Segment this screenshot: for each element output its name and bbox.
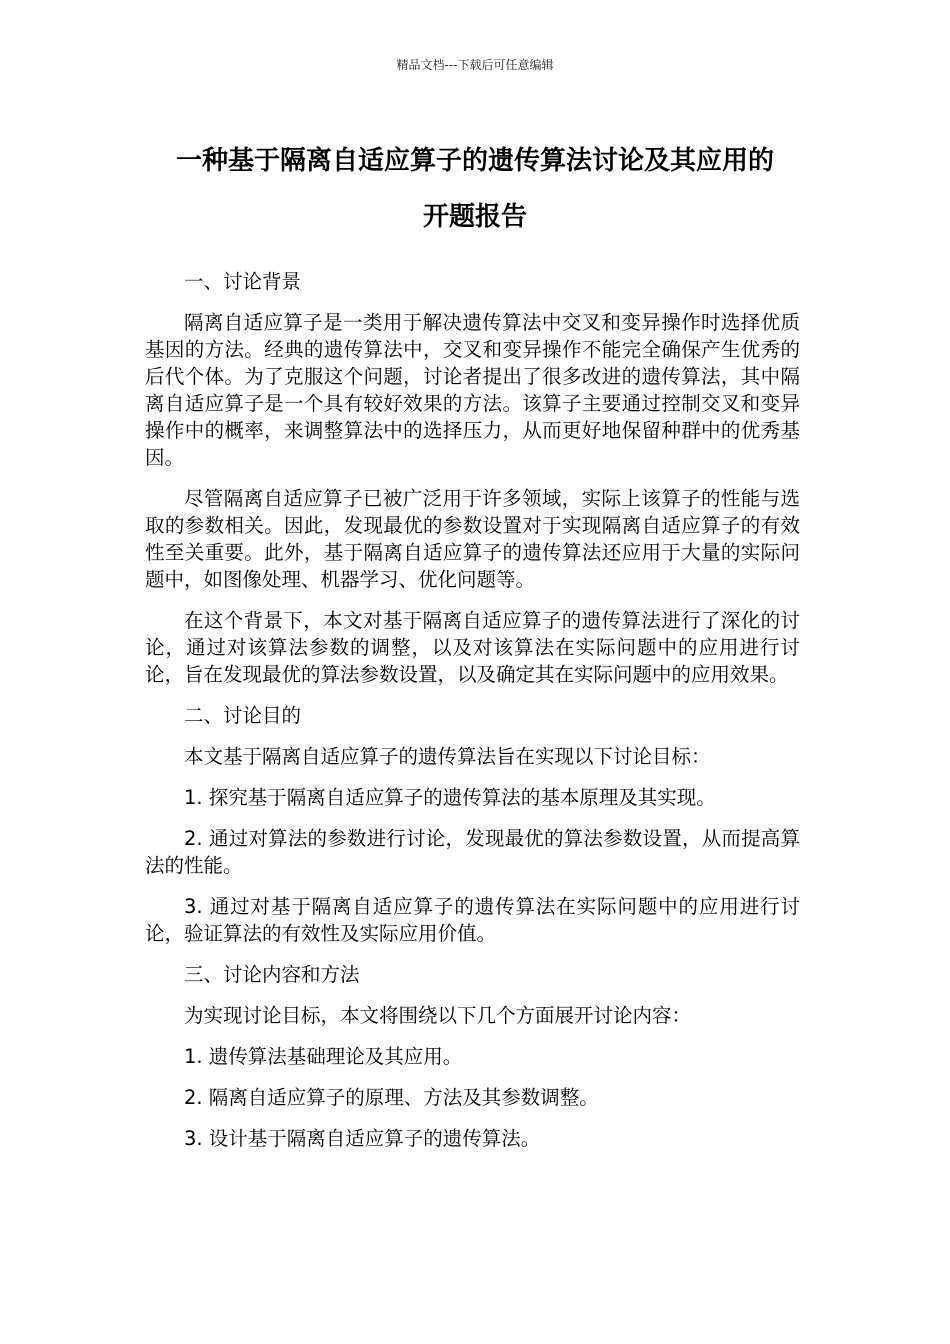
paragraph: 本文基于隔离自适应算子的遗传算法旨在实现以下讨论目标： bbox=[184, 745, 711, 768]
list-item: 2. 隔离自适应算子的原理、方法及其参数调整。 bbox=[184, 1086, 599, 1109]
section-heading-purpose: 二、讨论目的 bbox=[184, 704, 302, 727]
section-heading-content-methods: 三、讨论内容和方法 bbox=[184, 963, 360, 986]
section-heading-background: 一、讨论背景 bbox=[184, 270, 302, 293]
title-line-2: 开题报告 bbox=[422, 202, 527, 232]
paragraph: 隔离自适应算子是一类用于解决遗传算法中交叉和变异操作时选择优质基因的方法。经典的遗传算法中，交叉和变异操作不能完全确保产生优秀的后代个体。为了克服这个问题，讨论者提出了很多改进的遗传算法，其中隔离自适应算子是一个具有较好效果的方法。该算子主要通过控制交叉和变异操作中的概率，来调整算法中的选择压力，从而更好地保留种群中的优秀基因。 bbox=[145, 311, 800, 469]
list-item: 3. 设计基于隔离自适应算子的遗传算法。 bbox=[184, 1127, 541, 1150]
document-body bbox=[145, 268, 800, 1166]
list-item: 1. 探究基于隔离自适应算子的遗传算法的基本原理及其实现。 bbox=[184, 786, 716, 809]
paragraph: 尽管隔离自适应算子已被广泛用于许多领域，实际上该算子的性能与选取的参数相关。因此，发现最优的参数设置对于实现隔离自适应算子的有效性至关重要。此外，基于隔离自适应算子的遗传算法还应用于大量的实际问题中，如图像处理、机器学习、优化问题等。 bbox=[145, 487, 800, 591]
list-item: 1. 遗传算法基础理论及其应用。 bbox=[184, 1045, 463, 1068]
header-note: 精品文档---下载后可任意编辑 bbox=[396, 58, 554, 72]
paragraph: 在这个背景下，本文对基于隔离自适应算子的遗传算法进行了深化的讨论，通过对该算法参数的调整，以及对该算法在实际问题中的应用进行讨论，旨在发现最优的算法参数设置，以及确定其在实际问题中的应用效果。 bbox=[145, 609, 800, 686]
list-item: 3. 通过对基于隔离自适应算子的遗传算法在实际问题中的应用进行讨论，验证算法的有效性及实际应用价值。 bbox=[145, 895, 800, 945]
paragraph: 为实现讨论目标，本文将围绕以下几个方面展开讨论内容： bbox=[184, 1004, 692, 1027]
list-item: 2. 通过对算法的参数进行讨论，发现最优的算法参数设置，从而提高算法的性能。 bbox=[145, 827, 800, 877]
document-title bbox=[100, 133, 850, 245]
title-line-1: 一种基于隔离自适应算子的遗传算法讨论及其应用的 bbox=[175, 146, 774, 176]
